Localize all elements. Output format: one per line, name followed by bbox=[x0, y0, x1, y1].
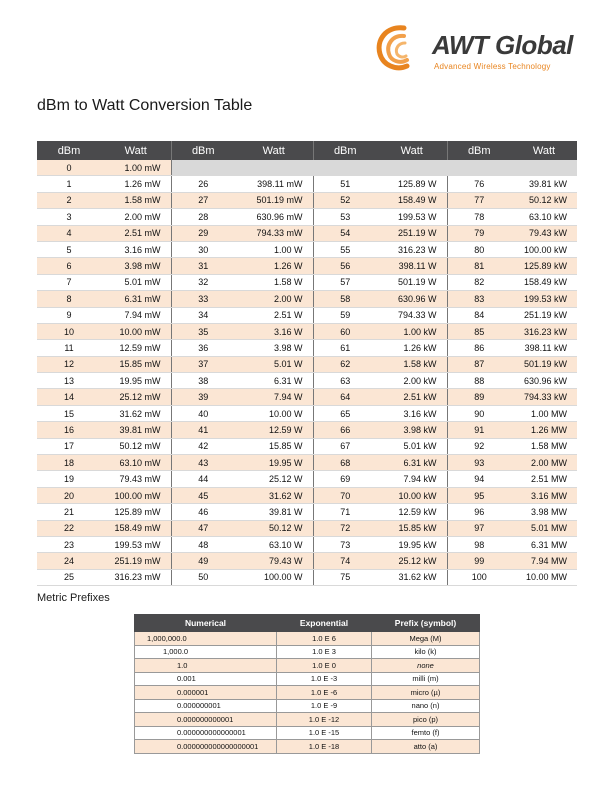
empty-cell bbox=[313, 160, 377, 176]
dbm-cell: 63 bbox=[313, 373, 377, 389]
watt-cell: 19.95 mW bbox=[101, 373, 171, 389]
watt-cell: 31.62 mW bbox=[101, 405, 171, 421]
dbm-cell: 77 bbox=[447, 192, 511, 208]
dbm-cell: 5 bbox=[37, 241, 101, 257]
dbm-cell: 86 bbox=[447, 340, 511, 356]
dbm-cell: 31 bbox=[171, 258, 235, 274]
watt-cell: 63.10 kW bbox=[511, 209, 577, 225]
watt-cell: 10.00 MW bbox=[511, 569, 577, 585]
dbm-cell: 17 bbox=[37, 438, 101, 454]
column-header: Watt bbox=[511, 141, 577, 160]
table-row bbox=[37, 438, 577, 454]
awt-swirl-logo-icon bbox=[374, 24, 424, 72]
table-row bbox=[135, 713, 480, 727]
table-row bbox=[37, 455, 577, 471]
watt-cell: 79.43 kW bbox=[511, 225, 577, 241]
watt-cell: 1.26 W bbox=[235, 258, 313, 274]
column-header: Prefix (symbol) bbox=[372, 615, 480, 632]
dbm-cell: 85 bbox=[447, 323, 511, 339]
table-row bbox=[135, 699, 480, 713]
dbm-cell: 75 bbox=[313, 569, 377, 585]
dbm-cell: 27 bbox=[171, 192, 235, 208]
dbm-cell: 35 bbox=[171, 323, 235, 339]
exponential-cell: 1.0 E -12 bbox=[277, 713, 372, 727]
watt-cell: 5.01 MW bbox=[511, 520, 577, 536]
table-row bbox=[37, 274, 577, 290]
prefix-cell: atto (a) bbox=[372, 740, 480, 754]
dbm-cell: 58 bbox=[313, 291, 377, 307]
watt-cell: 2.00 kW bbox=[377, 373, 447, 389]
table-row bbox=[37, 340, 577, 356]
watt-cell: 7.94 kW bbox=[377, 471, 447, 487]
column-header: Watt bbox=[235, 141, 313, 160]
watt-cell: 3.16 kW bbox=[377, 405, 447, 421]
numerical-cell: 0.000000001 bbox=[135, 699, 277, 713]
watt-cell: 316.23 mW bbox=[101, 569, 171, 585]
prefix-cell: Mega (M) bbox=[372, 632, 480, 646]
dbm-cell: 21 bbox=[37, 504, 101, 520]
table-row bbox=[37, 471, 577, 487]
column-header: Watt bbox=[377, 141, 447, 160]
watt-cell: 25.12 W bbox=[235, 471, 313, 487]
dbm-cell: 53 bbox=[313, 209, 377, 225]
column-header: dBm bbox=[37, 141, 101, 160]
empty-cell bbox=[235, 160, 313, 176]
watt-cell: 794.33 kW bbox=[511, 389, 577, 405]
dbm-cell: 89 bbox=[447, 389, 511, 405]
dbm-cell: 15 bbox=[37, 405, 101, 421]
watt-cell: 100.00 kW bbox=[511, 241, 577, 257]
exponential-cell: 1.0 E -6 bbox=[277, 686, 372, 700]
dbm-cell: 96 bbox=[447, 504, 511, 520]
dbm-cell: 99 bbox=[447, 553, 511, 569]
watt-cell: 125.89 kW bbox=[511, 258, 577, 274]
dbm-cell: 6 bbox=[37, 258, 101, 274]
column-header: dBm bbox=[447, 141, 511, 160]
numerical-cell: 0.000000000000000001 bbox=[135, 740, 277, 754]
dbm-cell: 22 bbox=[37, 520, 101, 536]
watt-cell: 199.53 mW bbox=[101, 536, 171, 552]
dbm-cell: 28 bbox=[171, 209, 235, 225]
watt-cell: 1.26 mW bbox=[101, 176, 171, 192]
prefix-cell: nano (n) bbox=[372, 699, 480, 713]
dbm-watt-conversion-table bbox=[37, 141, 577, 586]
brand-tagline: Advanced Wireless Technology bbox=[434, 62, 551, 71]
dbm-cell: 46 bbox=[171, 504, 235, 520]
watt-cell: 3.98 MW bbox=[511, 504, 577, 520]
dbm-cell: 51 bbox=[313, 176, 377, 192]
empty-cell bbox=[511, 160, 577, 176]
watt-cell: 3.16 mW bbox=[101, 241, 171, 257]
dbm-cell: 66 bbox=[313, 422, 377, 438]
watt-cell: 6.31 mW bbox=[101, 291, 171, 307]
table-row bbox=[135, 645, 480, 659]
table-row bbox=[37, 389, 577, 405]
dbm-cell: 23 bbox=[37, 536, 101, 552]
table-row bbox=[37, 160, 577, 176]
watt-cell: 158.49 W bbox=[377, 192, 447, 208]
dbm-cell: 16 bbox=[37, 422, 101, 438]
watt-cell: 63.10 W bbox=[235, 536, 313, 552]
dbm-cell: 49 bbox=[171, 553, 235, 569]
watt-cell: 398.11 kW bbox=[511, 340, 577, 356]
dbm-cell: 93 bbox=[447, 455, 511, 471]
watt-cell: 100.00 W bbox=[235, 569, 313, 585]
watt-cell: 5.01 kW bbox=[377, 438, 447, 454]
prefix-cell: femto (f) bbox=[372, 726, 480, 740]
watt-cell: 39.81 kW bbox=[511, 176, 577, 192]
dbm-cell: 13 bbox=[37, 373, 101, 389]
watt-cell: 15.85 W bbox=[235, 438, 313, 454]
dbm-cell: 38 bbox=[171, 373, 235, 389]
dbm-cell: 74 bbox=[313, 553, 377, 569]
watt-cell: 10.00 W bbox=[235, 405, 313, 421]
dbm-cell: 97 bbox=[447, 520, 511, 536]
dbm-cell: 48 bbox=[171, 536, 235, 552]
watt-cell: 501.19 kW bbox=[511, 356, 577, 372]
numerical-cell: 1,000,000.0 bbox=[135, 632, 277, 646]
watt-cell: 398.11 W bbox=[377, 258, 447, 274]
prefix-cell: none bbox=[372, 659, 480, 673]
dbm-cell: 19 bbox=[37, 471, 101, 487]
watt-cell: 2.51 MW bbox=[511, 471, 577, 487]
watt-cell: 316.23 W bbox=[377, 241, 447, 257]
table-row bbox=[37, 258, 577, 274]
dbm-cell: 57 bbox=[313, 274, 377, 290]
dbm-cell: 91 bbox=[447, 422, 511, 438]
watt-cell: 2.51 W bbox=[235, 307, 313, 323]
table-row bbox=[37, 323, 577, 339]
numerical-cell: 0.000000000000001 bbox=[135, 726, 277, 740]
watt-cell: 15.85 kW bbox=[377, 520, 447, 536]
watt-cell: 1.00 mW bbox=[101, 160, 171, 176]
dbm-cell: 20 bbox=[37, 487, 101, 503]
table-row bbox=[37, 405, 577, 421]
exponential-cell: 1.0 E -9 bbox=[277, 699, 372, 713]
dbm-cell: 8 bbox=[37, 291, 101, 307]
dbm-cell: 83 bbox=[447, 291, 511, 307]
dbm-cell: 33 bbox=[171, 291, 235, 307]
dbm-cell: 7 bbox=[37, 274, 101, 290]
dbm-cell: 32 bbox=[171, 274, 235, 290]
column-header: Exponential bbox=[277, 615, 372, 632]
watt-cell: 1.26 kW bbox=[377, 340, 447, 356]
watt-cell: 39.81 mW bbox=[101, 422, 171, 438]
watt-cell: 12.59 W bbox=[235, 422, 313, 438]
watt-cell: 7.94 MW bbox=[511, 553, 577, 569]
dbm-cell: 71 bbox=[313, 504, 377, 520]
exponential-cell: 1.0 E 3 bbox=[277, 645, 372, 659]
watt-cell: 199.53 kW bbox=[511, 291, 577, 307]
watt-cell: 2.51 mW bbox=[101, 225, 171, 241]
dbm-cell: 18 bbox=[37, 455, 101, 471]
watt-cell: 316.23 kW bbox=[511, 323, 577, 339]
dbm-cell: 39 bbox=[171, 389, 235, 405]
dbm-cell: 30 bbox=[171, 241, 235, 257]
table-header-row bbox=[135, 615, 480, 632]
dbm-cell: 41 bbox=[171, 422, 235, 438]
table-row bbox=[37, 569, 577, 585]
watt-cell: 15.85 mW bbox=[101, 356, 171, 372]
exponential-cell: 1.0 E 6 bbox=[277, 632, 372, 646]
watt-cell: 25.12 mW bbox=[101, 389, 171, 405]
exponential-cell: 1.0 E -18 bbox=[277, 740, 372, 754]
watt-cell: 5.01 W bbox=[235, 356, 313, 372]
watt-cell: 1.58 W bbox=[235, 274, 313, 290]
watt-cell: 10.00 kW bbox=[377, 487, 447, 503]
numerical-cell: 1,000.0 bbox=[135, 645, 277, 659]
table-row bbox=[37, 504, 577, 520]
empty-cell bbox=[377, 160, 447, 176]
numerical-cell: 0.000001 bbox=[135, 686, 277, 700]
dbm-cell: 76 bbox=[447, 176, 511, 192]
watt-cell: 25.12 kW bbox=[377, 553, 447, 569]
table-row bbox=[37, 291, 577, 307]
dbm-cell: 42 bbox=[171, 438, 235, 454]
watt-cell: 630.96 kW bbox=[511, 373, 577, 389]
dbm-cell: 55 bbox=[313, 241, 377, 257]
dbm-cell: 69 bbox=[313, 471, 377, 487]
watt-cell: 6.31 W bbox=[235, 373, 313, 389]
prefix-cell: milli (m) bbox=[372, 672, 480, 686]
watt-cell: 2.00 W bbox=[235, 291, 313, 307]
dbm-cell: 60 bbox=[313, 323, 377, 339]
exponential-cell: 1.0 E -3 bbox=[277, 672, 372, 686]
table-row bbox=[37, 373, 577, 389]
watt-cell: 39.81 W bbox=[235, 504, 313, 520]
watt-cell: 501.19 mW bbox=[235, 192, 313, 208]
watt-cell: 19.95 kW bbox=[377, 536, 447, 552]
watt-cell: 794.33 mW bbox=[235, 225, 313, 241]
dbm-cell: 80 bbox=[447, 241, 511, 257]
column-header: dBm bbox=[313, 141, 377, 160]
table-row bbox=[37, 176, 577, 192]
watt-cell: 10.00 mW bbox=[101, 323, 171, 339]
watt-cell: 6.31 kW bbox=[377, 455, 447, 471]
watt-cell: 1.00 MW bbox=[511, 405, 577, 421]
watt-cell: 199.53 W bbox=[377, 209, 447, 225]
dbm-cell: 14 bbox=[37, 389, 101, 405]
watt-cell: 3.16 W bbox=[235, 323, 313, 339]
table-row bbox=[37, 192, 577, 208]
table-header-row bbox=[37, 141, 577, 160]
dbm-cell: 84 bbox=[447, 307, 511, 323]
dbm-cell: 3 bbox=[37, 209, 101, 225]
watt-cell: 630.96 W bbox=[377, 291, 447, 307]
dbm-cell: 100 bbox=[447, 569, 511, 585]
numerical-cell: 0.001 bbox=[135, 672, 277, 686]
dbm-cell: 43 bbox=[171, 455, 235, 471]
watt-cell: 50.12 W bbox=[235, 520, 313, 536]
dbm-cell: 82 bbox=[447, 274, 511, 290]
dbm-cell: 95 bbox=[447, 487, 511, 503]
dbm-cell: 56 bbox=[313, 258, 377, 274]
dbm-cell: 81 bbox=[447, 258, 511, 274]
dbm-cell: 65 bbox=[313, 405, 377, 421]
watt-cell: 2.00 MW bbox=[511, 455, 577, 471]
dbm-cell: 68 bbox=[313, 455, 377, 471]
watt-cell: 1.26 MW bbox=[511, 422, 577, 438]
watt-cell: 125.89 mW bbox=[101, 504, 171, 520]
watt-cell: 19.95 W bbox=[235, 455, 313, 471]
watt-cell: 1.00 kW bbox=[377, 323, 447, 339]
table-row bbox=[135, 659, 480, 673]
dbm-cell: 0 bbox=[37, 160, 101, 176]
table-row bbox=[37, 209, 577, 225]
watt-cell: 2.00 mW bbox=[101, 209, 171, 225]
watt-cell: 79.43 mW bbox=[101, 471, 171, 487]
dbm-cell: 88 bbox=[447, 373, 511, 389]
table-row bbox=[135, 740, 480, 754]
dbm-cell: 47 bbox=[171, 520, 235, 536]
dbm-cell: 73 bbox=[313, 536, 377, 552]
empty-cell bbox=[447, 160, 511, 176]
prefix-cell: pico (p) bbox=[372, 713, 480, 727]
watt-cell: 158.49 mW bbox=[101, 520, 171, 536]
numerical-cell: 0.000000000001 bbox=[135, 713, 277, 727]
column-header: Numerical bbox=[135, 615, 277, 632]
table-row bbox=[37, 536, 577, 552]
watt-cell: 1.58 mW bbox=[101, 192, 171, 208]
table-row bbox=[37, 225, 577, 241]
dbm-cell: 94 bbox=[447, 471, 511, 487]
dbm-cell: 54 bbox=[313, 225, 377, 241]
table-row bbox=[37, 553, 577, 569]
watt-cell: 2.51 kW bbox=[377, 389, 447, 405]
watt-cell: 31.62 kW bbox=[377, 569, 447, 585]
table-row bbox=[37, 422, 577, 438]
brand-name: AWT Global bbox=[432, 30, 573, 60]
page-title: dBm to Watt Conversion Table bbox=[37, 97, 253, 114]
dbm-cell: 1 bbox=[37, 176, 101, 192]
table-row bbox=[37, 241, 577, 257]
table-row bbox=[37, 520, 577, 536]
table-row bbox=[135, 672, 480, 686]
prefix-cell: kilo (k) bbox=[372, 645, 480, 659]
dbm-cell: 62 bbox=[313, 356, 377, 372]
dbm-cell: 4 bbox=[37, 225, 101, 241]
watt-cell: 31.62 W bbox=[235, 487, 313, 503]
company-logo bbox=[374, 22, 584, 74]
dbm-cell: 59 bbox=[313, 307, 377, 323]
dbm-cell: 61 bbox=[313, 340, 377, 356]
dbm-cell: 45 bbox=[171, 487, 235, 503]
watt-cell: 501.19 W bbox=[377, 274, 447, 290]
dbm-cell: 34 bbox=[171, 307, 235, 323]
exponential-cell: 1.0 E 0 bbox=[277, 659, 372, 673]
dbm-cell: 98 bbox=[447, 536, 511, 552]
column-header: dBm bbox=[171, 141, 235, 160]
dbm-cell: 24 bbox=[37, 553, 101, 569]
table-row bbox=[37, 356, 577, 372]
watt-cell: 251.19 W bbox=[377, 225, 447, 241]
watt-cell: 5.01 mW bbox=[101, 274, 171, 290]
watt-cell: 1.00 W bbox=[235, 241, 313, 257]
dbm-cell: 72 bbox=[313, 520, 377, 536]
watt-cell: 12.59 kW bbox=[377, 504, 447, 520]
dbm-cell: 79 bbox=[447, 225, 511, 241]
dbm-cell: 52 bbox=[313, 192, 377, 208]
dbm-cell: 12 bbox=[37, 356, 101, 372]
watt-cell: 1.58 MW bbox=[511, 438, 577, 454]
dbm-cell: 90 bbox=[447, 405, 511, 421]
watt-cell: 125.89 W bbox=[377, 176, 447, 192]
watt-cell: 251.19 mW bbox=[101, 553, 171, 569]
exponential-cell: 1.0 E -15 bbox=[277, 726, 372, 740]
dbm-cell: 2 bbox=[37, 192, 101, 208]
watt-cell: 50.12 kW bbox=[511, 192, 577, 208]
dbm-cell: 67 bbox=[313, 438, 377, 454]
numerical-cell: 1.0 bbox=[135, 659, 277, 673]
watt-cell: 3.98 W bbox=[235, 340, 313, 356]
watt-cell: 398.11 mW bbox=[235, 176, 313, 192]
watt-cell: 1.58 kW bbox=[377, 356, 447, 372]
dbm-cell: 64 bbox=[313, 389, 377, 405]
dbm-cell: 87 bbox=[447, 356, 511, 372]
empty-cell bbox=[171, 160, 235, 176]
table-row bbox=[37, 307, 577, 323]
dbm-cell: 9 bbox=[37, 307, 101, 323]
column-header: Watt bbox=[101, 141, 171, 160]
dbm-cell: 37 bbox=[171, 356, 235, 372]
watt-cell: 50.12 mW bbox=[101, 438, 171, 454]
table-row bbox=[135, 686, 480, 700]
dbm-cell: 25 bbox=[37, 569, 101, 585]
watt-cell: 630.96 mW bbox=[235, 209, 313, 225]
watt-cell: 3.98 kW bbox=[377, 422, 447, 438]
watt-cell: 12.59 mW bbox=[101, 340, 171, 356]
watt-cell: 7.94 mW bbox=[101, 307, 171, 323]
watt-cell: 3.16 MW bbox=[511, 487, 577, 503]
dbm-cell: 40 bbox=[171, 405, 235, 421]
table-row bbox=[135, 632, 480, 646]
watt-cell: 79.43 W bbox=[235, 553, 313, 569]
watt-cell: 158.49 kW bbox=[511, 274, 577, 290]
dbm-cell: 36 bbox=[171, 340, 235, 356]
dbm-cell: 10 bbox=[37, 323, 101, 339]
dbm-cell: 78 bbox=[447, 209, 511, 225]
dbm-cell: 29 bbox=[171, 225, 235, 241]
dbm-cell: 26 bbox=[171, 176, 235, 192]
dbm-cell: 92 bbox=[447, 438, 511, 454]
dbm-cell: 50 bbox=[171, 569, 235, 585]
metric-prefixes-heading: Metric Prefixes bbox=[37, 592, 110, 604]
watt-cell: 251.19 kW bbox=[511, 307, 577, 323]
table-row bbox=[135, 726, 480, 740]
dbm-cell: 11 bbox=[37, 340, 101, 356]
metric-prefixes-table bbox=[134, 614, 480, 754]
watt-cell: 3.98 mW bbox=[101, 258, 171, 274]
prefix-cell: micro (µ) bbox=[372, 686, 480, 700]
table-row bbox=[37, 487, 577, 503]
watt-cell: 100.00 mW bbox=[101, 487, 171, 503]
watt-cell: 63.10 mW bbox=[101, 455, 171, 471]
watt-cell: 794.33 W bbox=[377, 307, 447, 323]
dbm-cell: 70 bbox=[313, 487, 377, 503]
watt-cell: 6.31 MW bbox=[511, 536, 577, 552]
dbm-cell: 44 bbox=[171, 471, 235, 487]
watt-cell: 7.94 W bbox=[235, 389, 313, 405]
